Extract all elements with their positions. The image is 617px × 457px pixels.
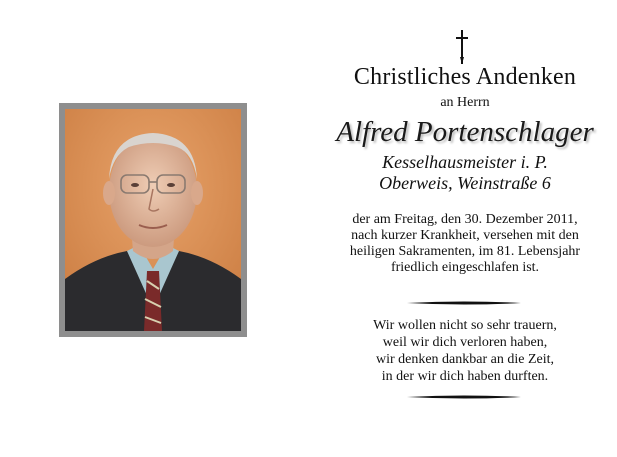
portrait-photo <box>65 109 241 331</box>
cross-icon <box>455 30 469 64</box>
death-notice <box>330 212 600 276</box>
deceased-name: Alfred Portenschlager <box>336 116 594 148</box>
portrait-frame <box>59 103 247 337</box>
notice-line: heiligen Sakramenten, im 81. Lebensjahr <box>349 244 581 259</box>
memorial-verse <box>330 317 600 385</box>
notice-line: der am Freitag, den 30. Dezember 2011, <box>352 212 578 227</box>
occupation: Kesselhausmeister i. P. <box>382 152 548 172</box>
ornamental-divider-top <box>407 300 521 306</box>
verse-line: wir denken dankbar an die Zeit, <box>375 352 555 367</box>
ornamental-divider-bottom <box>407 394 521 400</box>
address: Oberweis, Weinstraße 6 <box>379 173 551 193</box>
notice-line: nach kurzer Krankheit, versehen mit den <box>351 228 579 243</box>
salutation: an Herrn <box>440 95 490 110</box>
verse-line: weil wir dich verloren haben, <box>382 335 548 350</box>
notice-line: friedlich eingeschlafen ist. <box>390 260 540 275</box>
card-title: Christliches Andenken <box>353 64 577 90</box>
verse-line: in der wir dich haben durften. <box>381 369 549 384</box>
verse-line: Wir wollen nicht so sehr trauern, <box>373 318 557 333</box>
